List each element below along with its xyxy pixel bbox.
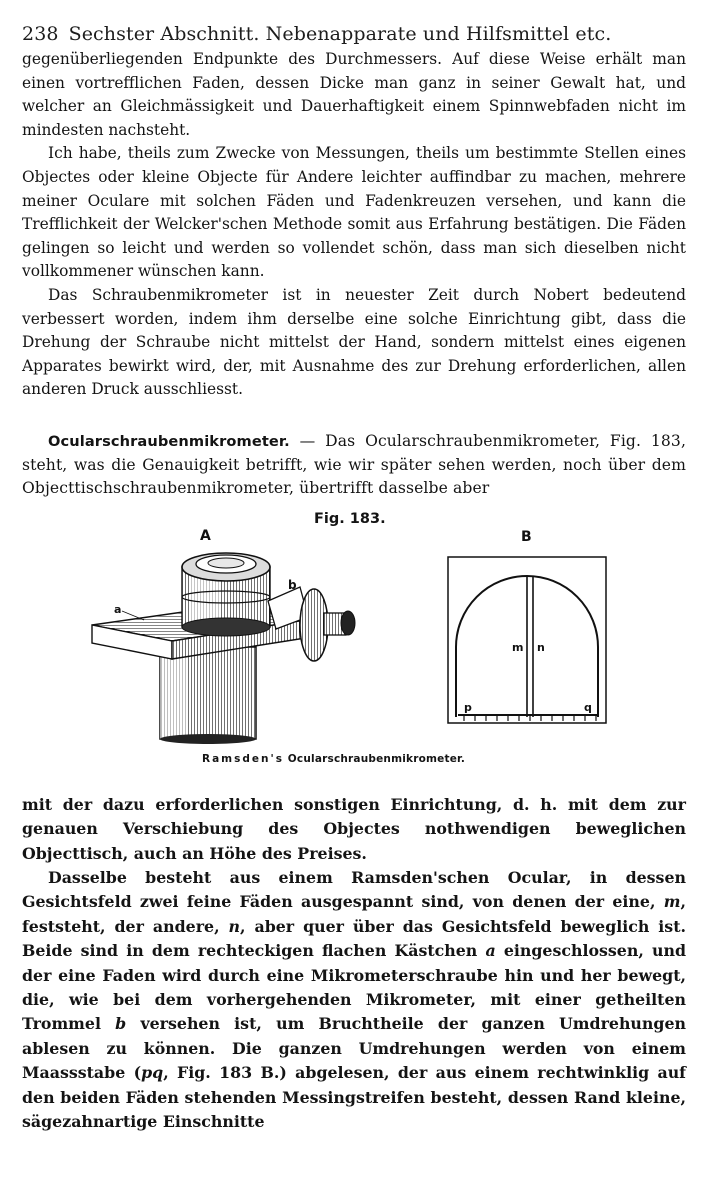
figure-b-label-p: p — [464, 700, 472, 714]
caption-text: Ocularschraubenmikrometer. — [283, 752, 466, 765]
text-run: n — [228, 916, 241, 936]
figure-b-label-m: m — [512, 640, 524, 654]
running-head — [22, 22, 686, 48]
text-run: Dasselbe besteht aus einem Ramsden'schen Ocular, in dessen Gesichtsfeld zwei feine Fäden ausgespannt sind, von denen der eine, — [22, 867, 686, 912]
figure-a-label-b: b — [288, 577, 297, 592]
page — [22, 22, 686, 1134]
micrometer-drum — [268, 587, 355, 661]
paragraph: Ich habe, theils zum Zwecke von Messungen, theils um bestimmte Stellen eines Objectes oder kleine Objecte für Andere leichter auffindbar zu machen, mehrere meiner Oculare mit solchen Fäden und Fadenkreuzen versehen, und kann die Trefflichkeit der Welcker'schen Methode somit aus Erfahrung bestätigen. Die Fäden gelingen so leicht und werden so vollendet schön, dass man sich dieselben nicht vollkommener wünschen kann. — [22, 144, 686, 281]
paragraph — [22, 430, 686, 501]
section-continued — [22, 793, 686, 1135]
figure-183 — [22, 507, 686, 783]
figure-b-diagram — [440, 527, 610, 737]
figure-b-label-n: n — [537, 640, 545, 654]
caption-name: Ramsden's — [202, 752, 284, 765]
paragraph: Das Schraubenmikrometer ist in neuester Zeit durch Nobert bedeutend verbessert worden, indem ihm derselbe eine solche Einrichtung gibt, dass die Drehung der Schraube nicht mittelst der Hand, sondern mittelst eines eigenen Apparates bewirkt wird, der, mit Ausnahme des zur Drehung erforderlichen, allen anderen Druck ausschliesst. — [22, 285, 686, 399]
section-ocular-micrometer — [22, 430, 686, 501]
text-run: eingeschlossen, und der eine Faden wird durch eine Mikrometerschraube hin und her bewegt, die, wie bei dem vorhergehenden Mikrometer, mit einer getheilten Trommel — [22, 941, 687, 1034]
paragraph — [22, 866, 686, 1134]
figure-a-letter: A — [200, 527, 211, 544]
running-title: Sechster Abschnitt. Nebenapparate und Hilfsmittel etc. — [68, 23, 612, 45]
text-run: m — [663, 892, 681, 912]
eyepiece-barrel — [182, 553, 270, 636]
figure-caption — [202, 753, 465, 765]
lower-tube — [160, 647, 256, 744]
section-heading: Ocularschraubenmikrometer. — [48, 432, 290, 450]
text-run: a — [485, 941, 496, 961]
text-run: versehen ist, um Bruchtheile der ganzen Umdrehungen ablesen zu können. Die ganzen Umdrehungen werden von einem Maassstabe ( — [22, 1014, 686, 1083]
text-run: , aber quer über das Gesichtsfeld beweglich ist. Beide sind in dem rechteckigen flachen Kästchen — [22, 916, 686, 961]
paragraph: mit der dazu erforderlichen sonstigen Einrichtung, d. h. mit dem zur genauen Verschiebung des Objectes nothwendigen beweglichen Objecttisch, auch an Höhe des Preises. — [22, 794, 686, 863]
text-run: pq — [141, 1063, 164, 1083]
section-continuation — [22, 48, 686, 402]
page-number: 238 — [22, 23, 59, 45]
text-run: , Fig. 183 B.) abgelesen, der aus einem rechtwinklig auf den beiden Fäden stehenden Messingstreifen besteht, dessen Rand kleine, sägezahnartige Einschnitte — [22, 1063, 686, 1131]
text-run: b — [115, 1014, 127, 1034]
figure-label: Fig. 183. — [314, 510, 386, 527]
paragraph: gegenüberliegenden Endpunkte des Durchmessers. Auf diese Weise erhält man einen vortrefflichen Faden, dessen Dicke man ganz in seiner Gewalt hat, und welcher an Gleichmässigkeit und Dauerhaftigkeit einem Spinnwebfaden nicht im mindesten nachsteht. — [22, 50, 686, 139]
figure-b-label-q: q — [584, 700, 592, 714]
figure-a-label-a: a — [114, 602, 122, 616]
figure-a-drawing — [62, 517, 382, 747]
text-run: , feststeht, der andere, — [22, 892, 686, 936]
paragraph-text: — Das Ocularschraubenmikrometer, Fig. 183, steht, was die Genauigkeit betrifft, wie wir später sehen werden, noch über dem Objecttischschraubenmikrometer, übertrifft dasselbe aber — [22, 431, 686, 498]
figure-b-letter: B — [521, 528, 532, 545]
